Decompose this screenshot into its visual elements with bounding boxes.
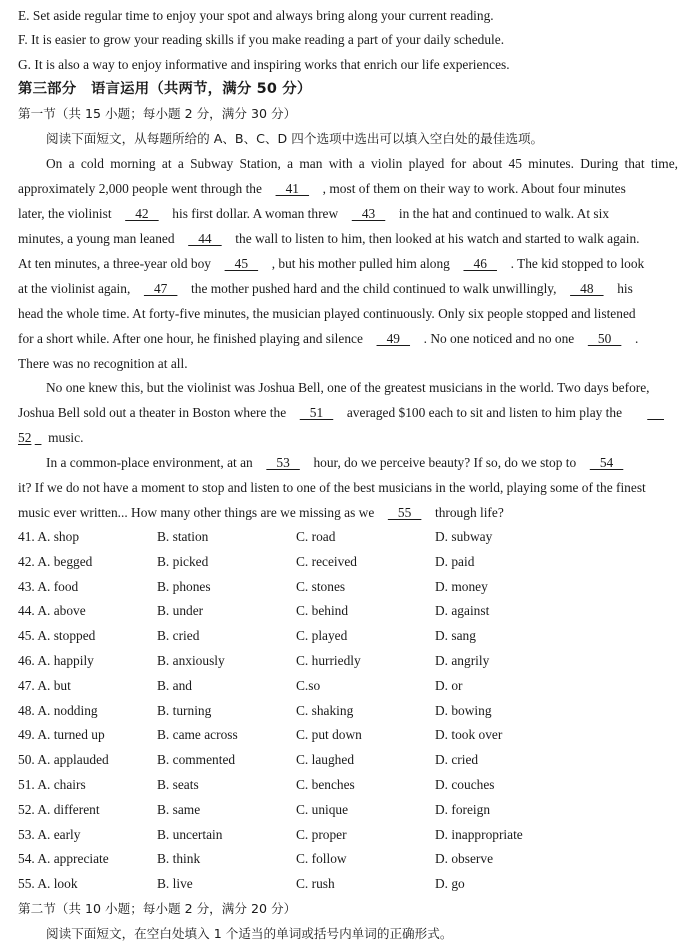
choice-option-a: 52. A. different	[18, 801, 100, 817]
choice-option-c: C. follow	[296, 851, 347, 867]
choice-option-d: D. against	[435, 603, 490, 619]
choice-row	[18, 801, 678, 819]
choice-option-b: B. and	[157, 677, 192, 693]
choice-option-b: B. think	[157, 851, 201, 867]
choice-option-c: C. put down	[296, 727, 362, 743]
choice-row	[18, 702, 678, 720]
choice-option-a: 55. A. look	[18, 876, 78, 892]
choice-option-a: 42. A. begged	[18, 553, 93, 569]
option-g: G. It is also a way to enjoy informative and inspiring works that enrich our life experiences.	[18, 57, 510, 72]
choice-row	[18, 677, 678, 695]
passage-line	[18, 230, 678, 248]
blank-52: 52	[18, 430, 32, 445]
choice-option-b: B. seats	[157, 777, 199, 792]
choice-row	[18, 850, 678, 868]
text-span: head the whole time. At forty-five minutes, the musician played continuously. Only six people stopped and listened	[18, 306, 636, 321]
blank-49: 49	[376, 331, 411, 346]
text-span: his first dollar. A woman threw	[172, 206, 339, 221]
blank-tail	[647, 404, 664, 422]
choice-option-d: D. paid	[435, 553, 475, 569]
text-span: . The kid stopped to look	[510, 256, 645, 271]
choice-option-d: D. subway	[435, 529, 493, 544]
part3-title: 第三部分 语言运用（共两节，满分 50 分）	[18, 81, 312, 97]
blank-46: 46	[463, 256, 497, 271]
blank-51: 51	[299, 405, 334, 420]
section1-instruction: 阅读下面短文，从每题所给的 A、B、C、D 四个选项中选出可以填入空白处的最佳选项。	[46, 131, 544, 146]
blank-45: 45	[224, 256, 259, 271]
passage-line	[18, 330, 678, 348]
choice-option-c: C. road	[296, 529, 336, 544]
blank-47: 47	[143, 281, 178, 296]
choice-option-a: 54. A. appreciate	[18, 851, 109, 867]
choice-option-b: B. came across	[157, 727, 238, 743]
text-span: later, the violinist	[18, 206, 112, 221]
section2-instruction: 阅读下面短文，在空白处填入 1 个适当的单词或括号内单词的正确形式。	[46, 926, 453, 941]
choice-option-a: 51. A. chairs	[18, 777, 86, 792]
text-span: music.	[48, 430, 84, 445]
passage-line	[46, 454, 678, 472]
blank-42: 42	[125, 206, 159, 221]
choice-option-c: C. stones	[296, 578, 346, 594]
passage-line	[46, 155, 678, 173]
text-span: No one knew this, but the violinist was Joshua Bell, one of the greatest musicians in the world. Two days before,	[46, 380, 650, 395]
choice-option-b: B. uncertain	[157, 826, 223, 842]
choice-option-c: C. proper	[296, 826, 347, 842]
choice-option-d: D. money	[435, 578, 488, 594]
passage-line	[18, 305, 678, 323]
choice-row	[18, 553, 678, 571]
choice-option-b: B. live	[157, 876, 193, 892]
choice-row	[18, 826, 678, 844]
blank-41: 41	[275, 181, 310, 196]
passage-line	[18, 404, 678, 422]
text-span: In a common-place environment, at an	[46, 455, 253, 470]
choice-option-d: D. foreign	[435, 801, 491, 817]
choice-option-a: 46. A. happily	[18, 653, 94, 668]
choice-row	[18, 726, 678, 744]
blank-50: 50	[587, 331, 622, 346]
choice-option-c: C. received	[296, 553, 357, 569]
text-span: There was no recognition at all.	[18, 356, 188, 371]
blank-48: 48	[570, 281, 604, 296]
choice-row	[18, 776, 678, 794]
choice-option-b: B. station	[157, 529, 209, 544]
blank-43: 43	[351, 206, 386, 221]
passage-line	[18, 355, 678, 373]
text-span: for a short while. After one hour, he finished playing and silence	[18, 331, 363, 346]
choice-option-d: D. go	[435, 876, 465, 892]
choice-option-a: 48. A. nodding	[18, 702, 98, 718]
choice-option-b: B. same	[157, 801, 201, 817]
section1-title: 第一节（共 15 小题；每小题 2 分，满分 30 分）	[18, 106, 297, 121]
choice-option-d: D. bowing	[435, 702, 492, 718]
choice-row	[18, 751, 678, 769]
choice-row	[18, 875, 678, 893]
choice-option-d: D. observe	[435, 851, 494, 867]
choice-option-b: B. picked	[157, 553, 209, 569]
choice-option-a: 41. A. shop	[18, 529, 80, 544]
choice-option-c: C. hurriedly	[296, 653, 361, 668]
text-span: .	[634, 331, 639, 346]
choice-option-d: D. or	[435, 677, 463, 693]
text-span: approximately 2,000 people went through the	[18, 181, 262, 196]
option-f: F. It is easier to grow your reading skills if you make reading a part of your daily schedule.	[18, 32, 505, 47]
section2-title: 第二节（共 10 小题；每小题 2 分，满分 20 分）	[18, 901, 297, 916]
choice-option-a: 44. A. above	[18, 603, 86, 619]
text-span: the mother pushed hard and the child continued to walk unwillingly,	[191, 281, 557, 296]
text-span: Joshua Bell sold out a theater in Boston where the	[18, 405, 287, 420]
choice-option-a: 43. A. food	[18, 578, 79, 594]
choice-row	[18, 528, 678, 546]
choice-option-b: B. anxiously	[157, 653, 225, 668]
choice-option-d: D. couches	[435, 777, 495, 792]
text-span: , most of them on their way to work. About four minutes	[322, 181, 626, 196]
choice-option-c: C. played	[296, 628, 348, 644]
choice-option-d: D. sang	[435, 628, 476, 644]
blank-52-tail	[35, 429, 45, 447]
text-span: his	[617, 281, 633, 296]
choice-option-c: C. benches	[296, 777, 355, 792]
choice-row	[18, 627, 678, 645]
choice-option-a: 53. A. early	[18, 826, 81, 842]
choice-option-d: D. cried	[435, 752, 479, 768]
choice-row	[18, 652, 678, 670]
text-span: in the hat and continued to walk. At six	[398, 206, 610, 221]
passage-line	[18, 280, 678, 298]
text-span: . No one noticed and no one	[423, 331, 575, 346]
choice-option-c: C. behind	[296, 603, 349, 619]
passage-line	[18, 429, 678, 447]
choice-option-c: C. shaking	[296, 702, 354, 718]
choice-option-a: 47. A. but	[18, 677, 71, 693]
choice-option-c: C. laughed	[296, 752, 355, 768]
text-span: minutes, a young man leaned	[18, 231, 175, 246]
text-span: averaged $100 each to sit and listen to him play the	[346, 405, 623, 420]
choice-option-b: B. under	[157, 603, 204, 619]
text-span: at the violinist again,	[18, 281, 131, 296]
choice-option-d: D. inappropriate	[435, 826, 523, 842]
choice-row	[18, 578, 678, 596]
choice-option-d: D. took over	[435, 727, 503, 743]
choice-option-b: B. cried	[157, 628, 200, 644]
text-span: the wall to listen to him, then looked at his watch and started to walk again.	[235, 231, 640, 246]
choice-option-b: B. turning	[157, 702, 212, 718]
choice-option-c: C. rush	[296, 876, 335, 892]
passage-line	[18, 504, 678, 522]
passage-line	[18, 180, 678, 198]
choice-option-a: 50. A. applauded	[18, 752, 109, 768]
blank-54: 54	[589, 455, 624, 470]
choice-option-c: C. unique	[296, 801, 349, 817]
text-span: , but his mother pulled him along	[271, 256, 450, 271]
choice-option-d: D. angrily	[435, 653, 490, 668]
passage-line	[18, 479, 678, 497]
blank-55: 55	[387, 505, 422, 520]
choice-option-b: B. phones	[157, 578, 211, 594]
blank-44: 44	[188, 231, 222, 246]
passage-line	[18, 255, 678, 273]
text-span: On a cold morning at a Subway Station, a man with a violin played for about 45 minutes. During that time,	[46, 156, 678, 171]
choice-option-a: 45. A. stopped	[18, 628, 96, 644]
passage-line	[46, 379, 678, 397]
text-span: music ever written... How many other things are we missing as we	[18, 505, 375, 520]
text-span: hour, do we perceive beauty? If so, do we stop to	[313, 455, 577, 470]
choice-option-c: C.so	[296, 677, 321, 693]
choice-option-b: B. commented	[157, 752, 236, 768]
option-e: E. Set aside regular time to enjoy your spot and always bring along your current reading.	[18, 8, 494, 23]
passage-line	[18, 205, 678, 223]
choice-option-a: 49. A. turned up	[18, 727, 105, 743]
choice-row	[18, 602, 678, 620]
text-span: it? If we do not have a moment to stop and listen to one of the best musicians in the world, playing some of the finest	[18, 480, 646, 495]
blank-53: 53	[266, 455, 300, 470]
text-span: through life?	[434, 505, 504, 520]
text-span: At ten minutes, a three-year old boy	[18, 256, 211, 271]
